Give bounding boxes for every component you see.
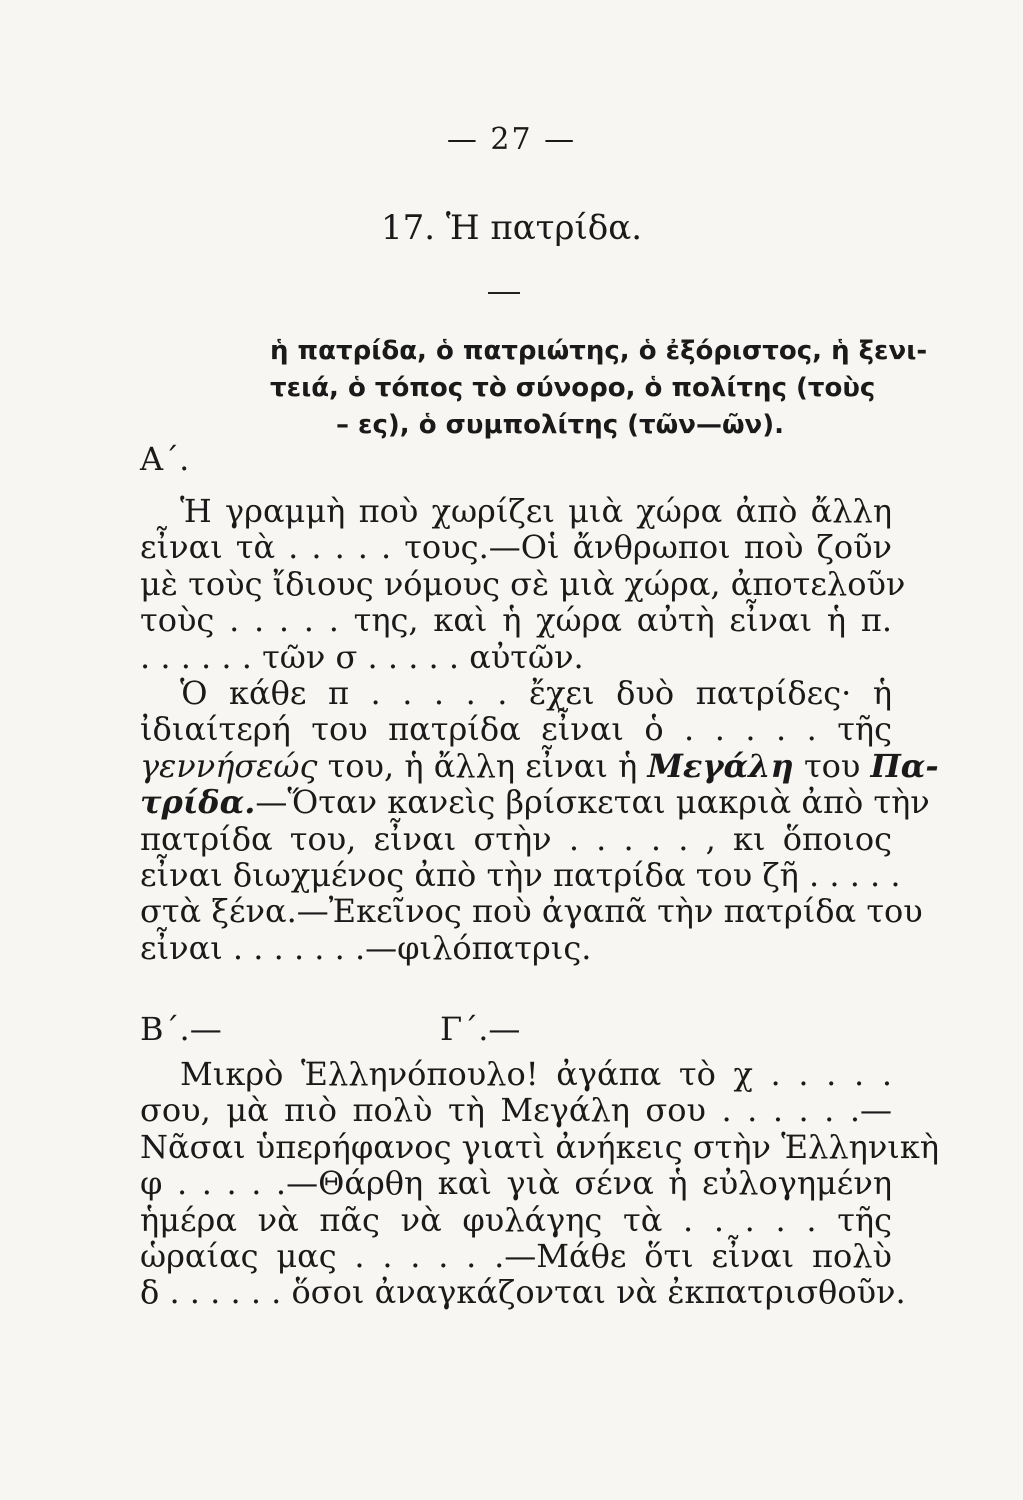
text-line: εἶναι τὰ . . . . . τους.—Οἱ ἄνθρωποι ποὺ ζοῦν [140,528,892,567]
text-line: ὡραίας μας . . . . . .—Μάθε ὅτι εἶναι πολὺ [140,1237,892,1276]
text-line: μὲ τοὺς ἴδιους νόμους σὲ μιὰ χώρα, ἀποτελοῦν [140,564,906,603]
text-line: φ . . . . .—Θάρθη καὶ γιὰ σένα ἡ εὐλογημένη [140,1164,892,1203]
text-line: στὰ ξένα.—Ἐκεῖνος ποὺ ἀγαπᾶ τὴν πατρίδα του [140,892,923,931]
text-line: Νᾶσαι ὑπερήφανος γιατὶ ἀνήκεις στὴν Ἑλληνικὴ [140,1127,939,1166]
section-a-label: Α΄. [140,440,190,478]
emphasis-homeland: Πα- [870,746,939,785]
text-line: τοὺς . . . . . της, καὶ ἡ χώρα αὐτὴ εἶναι ἡ π. [140,601,892,640]
text-line-mixed [140,746,939,785]
chapter-title: 17. Ἡ πατρίδα. [380,208,643,248]
text-line: ἡμέρα νὰ πᾶς νὰ φυλάγης τὰ . . . . . τῆς [140,1200,892,1239]
text-line: εἶναι . . . . . . .—φιλόπατρις. [140,928,592,967]
text-line: ἰδιαίτερή του πατρίδα εἶναι ὁ . . . . . τῆς [140,710,892,749]
text-line: . . . . . . τῶν σ . . . . . αὐτῶν. [140,637,584,676]
title-divider [488,292,520,294]
text-line-mixed [140,783,930,822]
text-line: Ὁ κάθε π . . . . . ἔχει δυὸ πατρίδες· ἡ [180,674,892,713]
text-fragment: του [793,746,871,785]
section-c-text [140,1055,939,1312]
vocabulary-line: ἡ πατρίδα, ὁ πατριώτης, ὁ ἐξόριστος, ἡ ξενι- [270,336,928,366]
section-a-text [140,492,939,967]
page-number: — 27 — [446,122,577,157]
vocabulary-block [270,333,928,444]
vocabulary-line: τειά, ὁ τόπος τὸ σύνορο, ὁ πολίτης (τοὺς [270,373,876,403]
text-fragment: του, ἡ ἄλλη εἶναι ἡ [317,746,648,785]
emphasis-homeland-end: τρίδα. [140,783,256,822]
emphasis-birthplace: γεννήσεώς [140,746,318,785]
vocabulary-line: – ες), ὁ συμπολίτης (τῶν—ῶν). [335,410,785,440]
text-line: εἶναι διωχμένος ἀπὸ τὴν πατρίδα του ζῆ . . . . . [140,856,901,895]
text-line: Μικρὸ Ἑλληνόπουλο! ἀγάπα τὸ χ . . . . . [180,1055,892,1093]
text-line: δ . . . . . . ὅσοι ἀναγκάζονται νὰ ἐκπατρισθοῦν. [140,1273,906,1312]
text-line: πατρίδα του, εἶναι στὴν . . . . . , κι ὅποιος [140,819,892,858]
emphasis-great: Μεγάλη [647,746,794,785]
text-fragment: —Ὅταν κανεὶς βρίσκεται μακριὰ ἀπὸ τὴν [255,783,930,822]
section-b-label: Β΄.— [140,1010,222,1048]
text-line: Ἡ γραμμὴ ποὺ χωρίζει μιὰ χώρα ἀπὸ ἄλλη [180,492,892,530]
text-line: σου, μὰ πιὸ πολὺ τὴ Μεγάλη σου . . . . . .— [140,1091,892,1130]
section-c-label: Γ΄.— [440,1010,521,1048]
